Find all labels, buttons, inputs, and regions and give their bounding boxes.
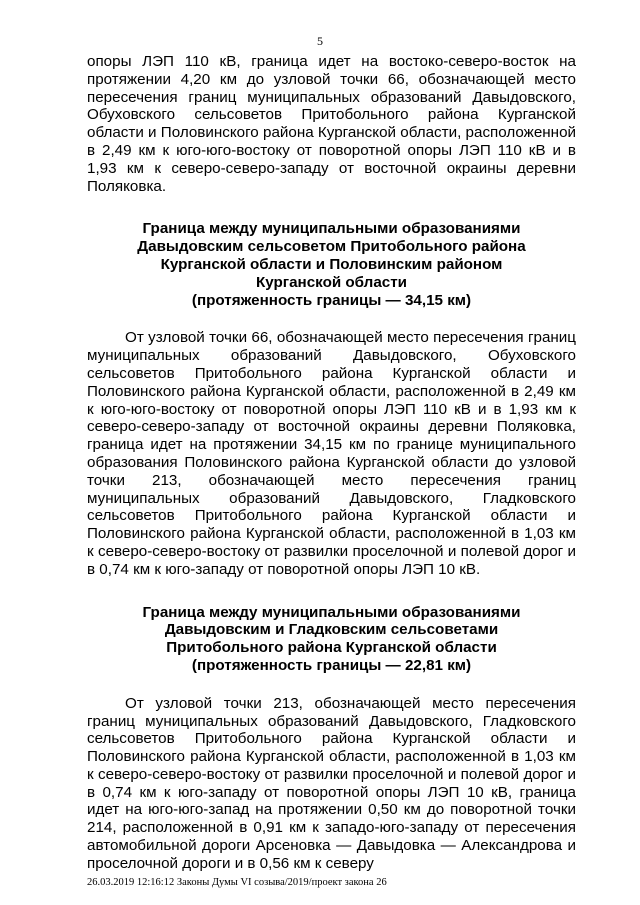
heading-2-line-1: Граница между муниципальными образованиями — [142, 603, 521, 621]
heading-1-line-1: Граница между муниципальными образованиями — [142, 220, 521, 238]
page-number: 5 — [317, 34, 323, 48]
heading-1-line-3: Курганской области и Половинским районом — [160, 255, 503, 273]
paragraph-1: опоры ЛЭП 110 кВ, граница идет на востоко-северо-восток на протяжении 4,20 км до узловой точки 66, обозначающей место пересечения границ муниципальных образований Давыдовского, Обуховского сельсоветов Притобольного района Курганской области и Половинского района Курганской области, расположенной в 2,49 км к юго-юго-востоку от поворотной опоры ЛЭП 110 кВ и в 1,93 км к северо-северо-западу от восточной окраины деревни Поляковка. — [87, 53, 576, 195]
heading-2-line-2: Давыдовским и Гладковским сельсоветами — [164, 621, 499, 639]
heading-2-line-4: (протяженность границы — 22,81 км) — [191, 656, 472, 674]
heading-1-line-4: Курганской области — [255, 273, 407, 291]
paragraph-2: От узловой точки 66, обозначающей место пересечения границ муниципальных образований Давыдовского, Обуховского сельсоветов Притобольного района Курганской области и Половинского района Курганской области, расположенной в 2,49 км к юго-юго-востоку от поворотной опоры ЛЭП 110 кВ и в 1,93 км к северо-северо-западу от восточной окраины деревни Поляковка, граница идет на протяжении 34,15 км по границе муниципального образования Половинского района Курганской области до узловой точки 213, обозначающей место пересечения границ муниципальных образований Давыдовского, Гладковского сельсоветов Притобольного района Курганской области и Половинского района Курганской области, расположенной в 1,03 км к северо-северо-востоку от развилки проселочной и полевой дорог и в 0,74 км к юго-западу от поворотной опоры ЛЭП 10 кВ. — [87, 329, 576, 578]
section-heading-1 — [87, 220, 576, 309]
heading-1-line-5: (протяженность границы — 34,15 км) — [191, 291, 472, 309]
document-footer: 26.03.2019 12:16:12 Законы Думы VI созыва/2019/проект закона 26 — [87, 877, 387, 888]
paragraph-3: От узловой точки 213, обозначающей место пересечения границ муниципальных образований Давыдовского, Гладковского сельсоветов Притобольного района Курганской области и Половинского района Курганской области, расположенной в 1,03 км к северо-северо-востоку от развилки проселочной и полевой дорог и в 0,74 км к юго-западу от поворотной опоры ЛЭП 10 кВ, граница идет на юго-юго-запад на протяжении 0,50 км до поворотной точки 214, расположенной в 0,91 км к западо-юго-западу от пересечения автомобильной дороги Арсеновка — Давыдовка — Александрова и проселочной дороги и в 0,56 км к северу — [87, 694, 576, 872]
document-body — [87, 53, 576, 873]
section-heading-2 — [87, 604, 576, 675]
heading-1-line-2: Давыдовским сельсоветом Притобольного района — [137, 238, 526, 256]
heading-2-line-3: Притобольного района Курганской области — [166, 639, 497, 657]
